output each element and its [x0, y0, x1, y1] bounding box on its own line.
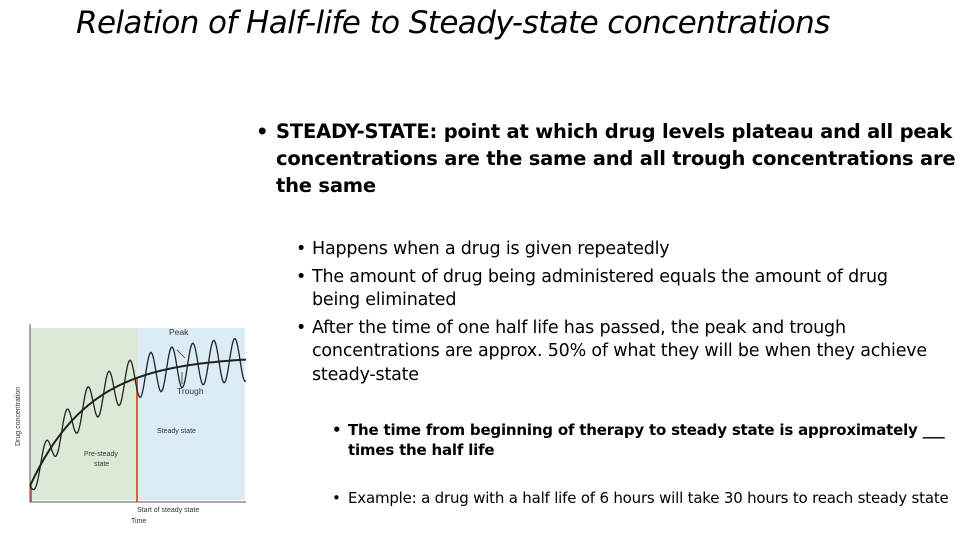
- bullet-marker: •: [296, 239, 307, 259]
- steady-state-definition: STEADY-STATE: point at which drug levels plateau and all peak concentrations are the same and all trough concentrations are the same: [276, 120, 956, 197]
- sub-bullet-text: Happens when a drug is given repeatedly: [312, 239, 670, 259]
- third-level-bullet: [332, 488, 960, 508]
- sub-bullet-text: The amount of drug being administered equals the amount of drug being eliminated: [312, 266, 888, 310]
- bullet-marker: •: [332, 489, 341, 507]
- trough-label: Trough: [177, 386, 204, 396]
- steady-state-time-question: The time from beginning of therapy to steady state is approximately ___ times the half life: [348, 421, 945, 459]
- pre-steady-label: Pre-steady: [84, 451, 118, 458]
- concentration-axis-label: Drug concentration: [15, 386, 22, 446]
- steady-state-label: Steady state: [157, 428, 196, 435]
- third-level-bullet: [332, 420, 960, 460]
- pre-steady-label-line2: state: [94, 461, 110, 468]
- sub-bullet: [296, 317, 941, 388]
- sub-bullet-text: After the time of one half life has passed, the peak and trough concentrations are approx. 50% of what they will be when they achieve steady-state: [312, 317, 927, 385]
- sub-bullet: [296, 238, 941, 262]
- bullet-marker: •: [256, 120, 269, 143]
- start-of-steady-state-label: Start of steady state: [137, 507, 200, 514]
- sub-bullet-list: [296, 238, 941, 391]
- sub-bullet: [296, 266, 941, 313]
- pre-steady-region: [30, 328, 137, 500]
- half-life-example: Example: a drug with a half life of 6 hours will take 30 hours to reach steady state: [348, 489, 949, 507]
- bullet-marker: •: [332, 421, 342, 439]
- bullet-marker: •: [296, 317, 307, 338]
- bullet-marker: •: [296, 266, 307, 287]
- slide-title: Relation of Half-life to Steady-state concentrations: [76, 5, 830, 41]
- main-bullet: [256, 118, 956, 199]
- peak-label: Peak: [169, 327, 189, 337]
- time-axis-label: Time: [131, 518, 147, 525]
- steady-state-diagram: [0, 318, 250, 532]
- steady-state-region: [137, 328, 245, 500]
